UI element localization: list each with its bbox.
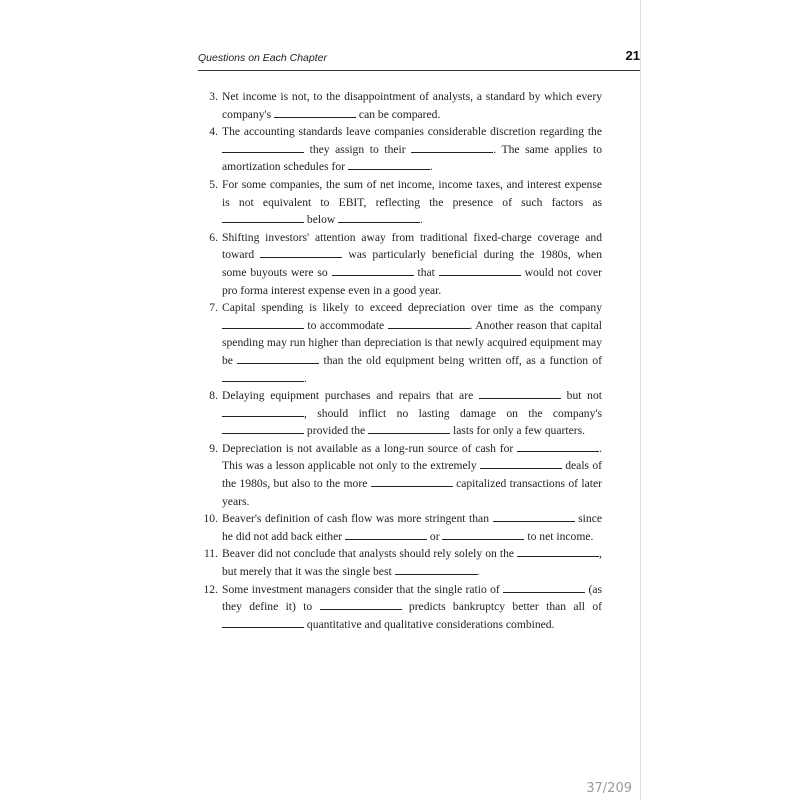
- question-text: .: [304, 371, 307, 385]
- question-text: to accommodate: [307, 318, 385, 332]
- question-number: 10.: [203, 512, 218, 526]
- fill-in-blank: [345, 529, 427, 540]
- fill-in-blank: [222, 142, 304, 153]
- question-text: lasts for only a few quarters.: [453, 424, 585, 438]
- page-counter: 37/209: [586, 781, 632, 796]
- fill-in-blank: [332, 265, 414, 276]
- question-text: The accounting standards leave companies considerable discretion regarding the: [222, 125, 602, 139]
- fill-in-blank: [338, 212, 420, 223]
- fill-in-blank: [222, 318, 304, 329]
- question-number: 12.: [203, 582, 218, 596]
- question-text: quantitative and qualitative considerations combined.: [306, 617, 555, 631]
- question-text: they assign to their: [309, 142, 406, 156]
- question-item: [198, 88, 602, 123]
- question-text: .: [429, 160, 433, 174]
- question-text: . The same applies to amortization schedules for: [222, 142, 602, 174]
- question-number: 3.: [209, 90, 218, 103]
- fill-in-blank: [395, 564, 477, 575]
- fill-in-blank: [388, 318, 470, 329]
- fill-in-blank: [348, 159, 430, 170]
- question-text: or: [429, 529, 440, 543]
- question-text: since he did not add back either: [222, 512, 602, 543]
- question-text: but not: [566, 389, 602, 403]
- question-text: , should inflict no lasting damage on the company's: [304, 406, 602, 420]
- question-number: 11.: [203, 547, 218, 561]
- question-text: that: [417, 265, 435, 279]
- fill-in-blank: [222, 617, 304, 628]
- fill-in-blank: [237, 353, 319, 364]
- question-text: .: [420, 213, 424, 227]
- question-text: Beaver did not conclude that analysts should rely solely on the: [222, 547, 515, 561]
- question-text: Shifting investors' attention away from traditional fixed-charge coverage and toward: [222, 230, 602, 262]
- question-item: [198, 545, 602, 580]
- question-text: Depreciation is not available as a long-run source of cash for: [222, 441, 514, 455]
- question-text: Capital spending is likely to exceed depreciation over time as the company: [222, 301, 602, 315]
- fill-in-blank: [260, 247, 342, 258]
- question-text: can be compared.: [358, 107, 441, 121]
- question-item: [198, 176, 602, 229]
- question-list: [198, 88, 602, 633]
- question-text: was particularly beneficial during the 1980s, when some buyouts were so: [222, 248, 602, 279]
- fill-in-blank: [411, 142, 493, 153]
- question-text: deals of the 1980s, but also to the more: [222, 459, 602, 491]
- fill-in-blank: [493, 511, 575, 522]
- question-item: [198, 387, 602, 440]
- question-text: (as they define it) to: [222, 582, 602, 614]
- fill-in-blank: [517, 546, 599, 557]
- fill-in-blank: [371, 476, 453, 487]
- fill-in-blank: [320, 599, 402, 610]
- question-text: Some investment managers consider that the single ratio of: [222, 582, 500, 596]
- question-number: 7.: [209, 301, 218, 315]
- question-text: than the old equipment being written off, as a function of: [323, 353, 603, 367]
- question-item: [198, 510, 602, 545]
- question-number: 8.: [209, 389, 218, 403]
- document-page: [160, 0, 640, 800]
- fill-in-blank: [368, 423, 450, 434]
- question-number: 4.: [209, 125, 218, 139]
- question-text: below: [306, 213, 336, 227]
- question-text: . Another reason that capital spending may run higher than depreciation is that newly acquired equipment may be: [222, 318, 602, 367]
- fill-in-blank: [439, 265, 521, 276]
- question-item: [198, 123, 602, 176]
- page-edge: [640, 0, 641, 800]
- question-number: 9.: [209, 441, 218, 455]
- fill-in-blank: [222, 423, 304, 434]
- fill-in-blank: [222, 212, 304, 223]
- question-item: [198, 229, 602, 299]
- question-item: [198, 581, 602, 634]
- fill-in-blank: [479, 388, 561, 399]
- question-number: 6.: [209, 230, 218, 244]
- running-header: [198, 48, 640, 71]
- question-text: Beaver's definition of cash flow was more stringent than: [222, 512, 490, 526]
- question-text: capitalized transactions of later years.: [222, 477, 602, 508]
- question-text: For some companies, the sum of net income, income taxes, and interest expense is not equivalent to EBIT, reflecting the presence of such factors as: [222, 177, 602, 209]
- fill-in-blank: [222, 371, 304, 382]
- fill-in-blank: [503, 582, 585, 593]
- question-text: , but merely that it was the single best: [222, 547, 602, 579]
- question-text: . This was a lesson applicable not only to the extremely: [222, 441, 602, 473]
- question-item: [198, 440, 602, 510]
- question-text: Delaying equipment purchases and repairs that are: [222, 389, 474, 403]
- question-item: [198, 299, 602, 387]
- question-text: predicts bankruptcy better than all of: [408, 600, 602, 614]
- fill-in-blank: [442, 529, 524, 540]
- fill-in-blank: [222, 406, 304, 417]
- question-text: to net income.: [527, 529, 594, 543]
- page-number: 21: [625, 48, 640, 63]
- fill-in-blank: [517, 441, 599, 452]
- question-text: Net income is not, to the disappointment of analysts, a standard by which every company's: [222, 90, 602, 121]
- question-text: would not cover pro forma interest expense even in a good year.: [222, 265, 602, 297]
- fill-in-blank: [480, 458, 562, 469]
- fill-in-blank: [274, 107, 356, 118]
- chapter-header-title: Questions on Each Chapter: [198, 52, 327, 64]
- question-number: 5.: [209, 177, 218, 191]
- question-text: provided the: [306, 424, 366, 438]
- question-text: .: [476, 565, 480, 579]
